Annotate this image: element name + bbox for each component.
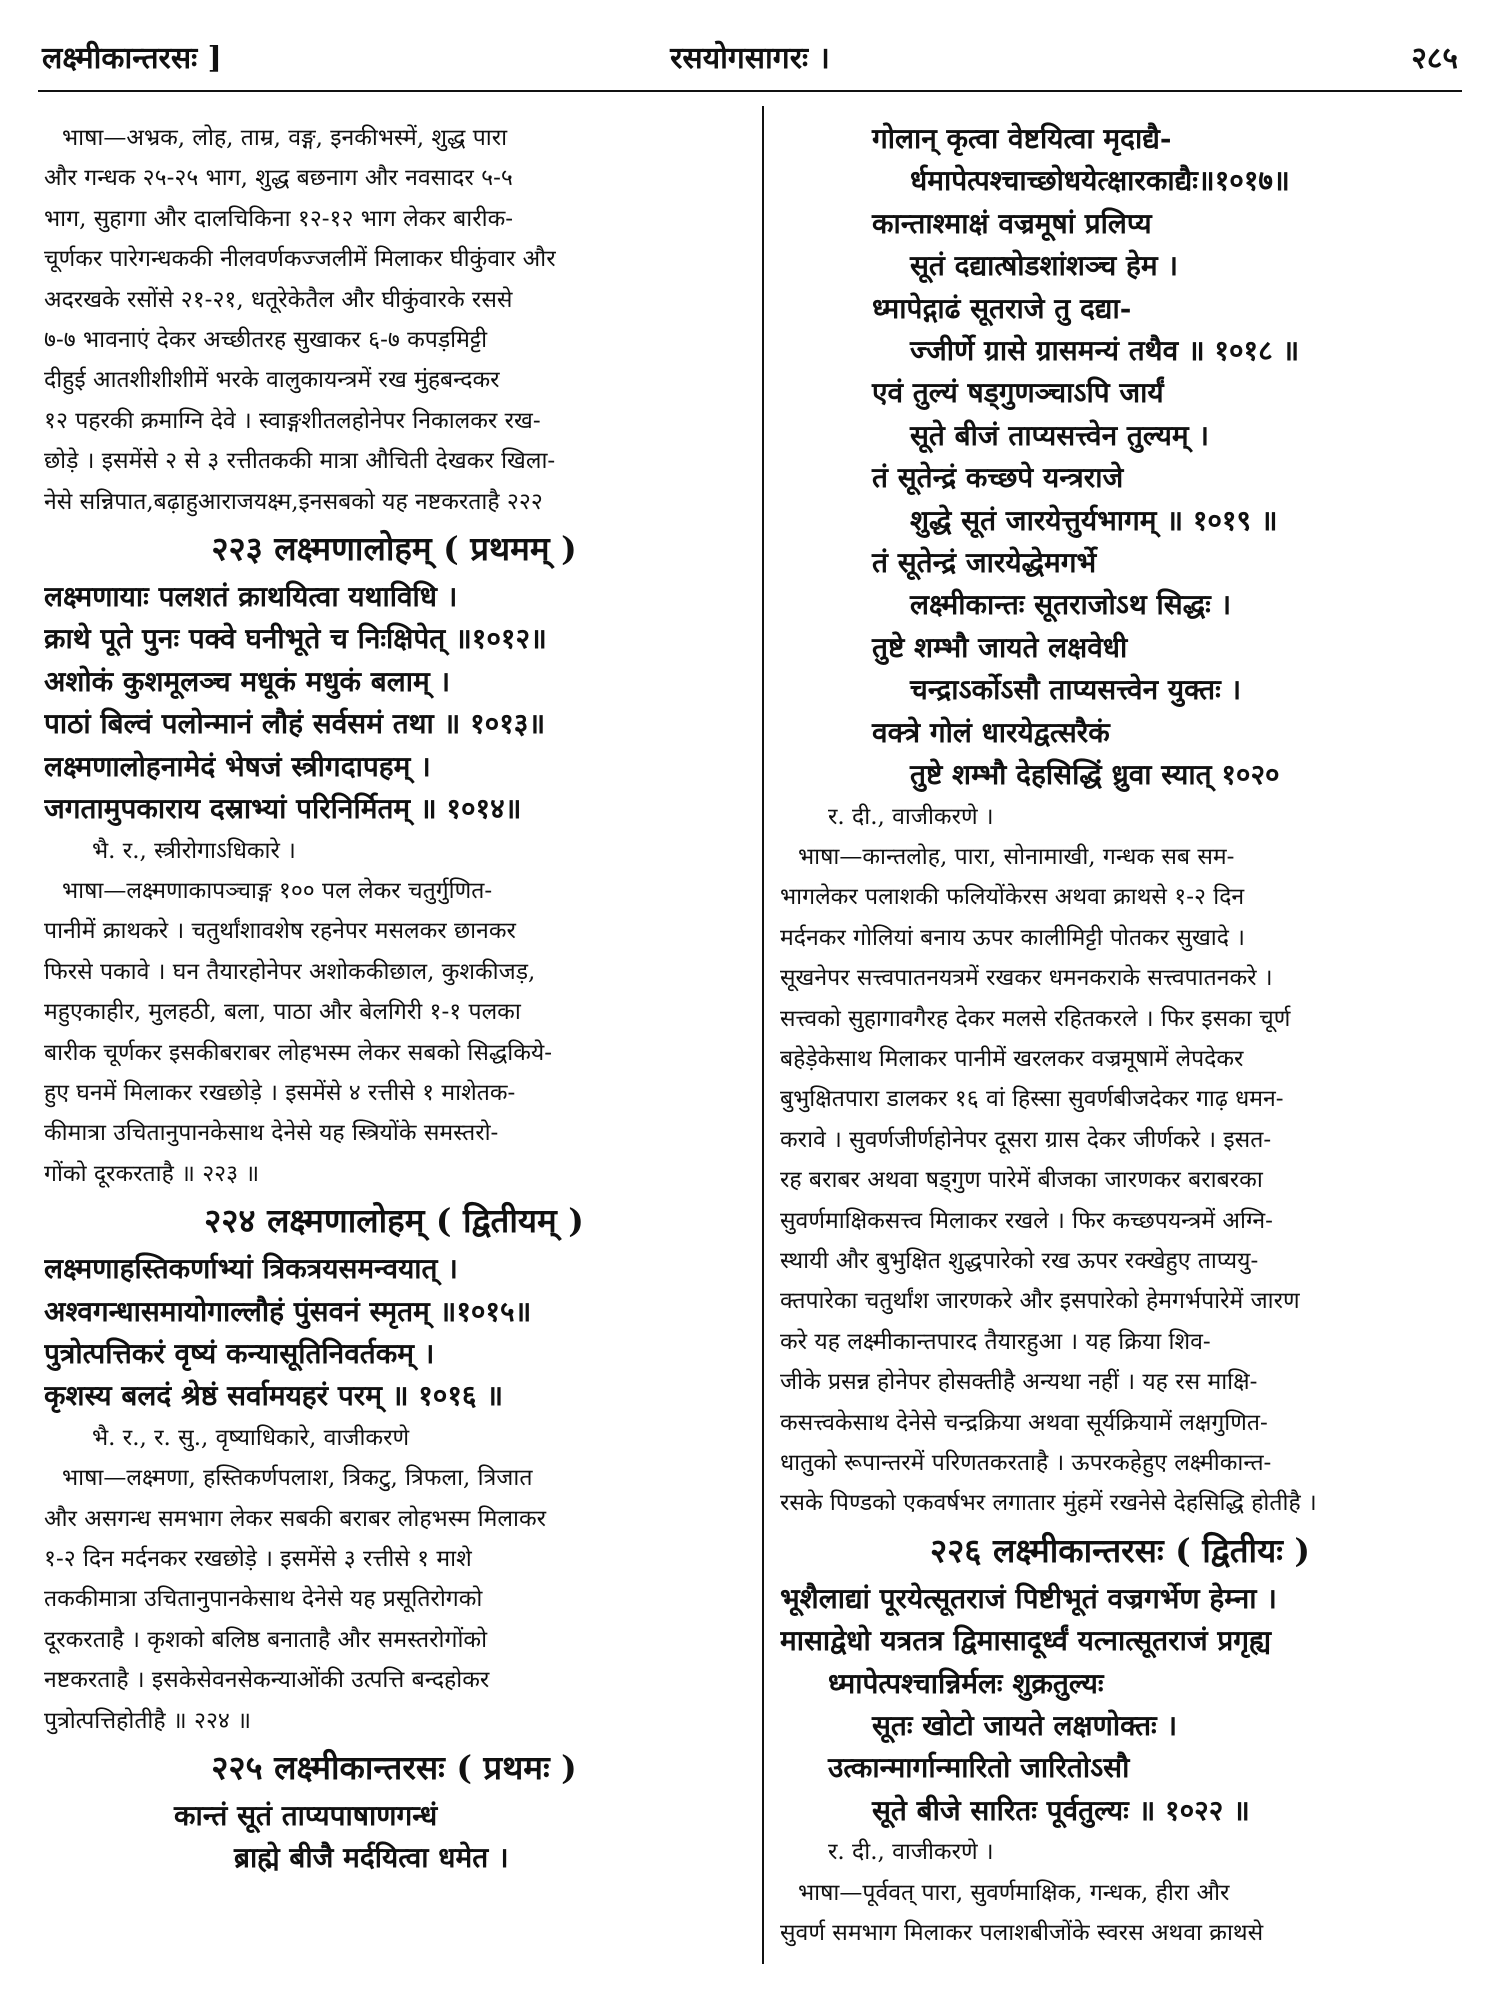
section-heading-224: २२४ लक्ष्मणालोहम् ( द्वितीयम् ) [204,1201,584,1241]
commentary-line: चूर्णकर पारेगन्धककी नीलवर्णकज्जलीमें मिलाकर घीकुंवार और [44,246,556,273]
commentary-line: भाग, सुहागा और दालचिकिना १२-१२ भाग लेकर बारीक- [44,205,514,232]
page-number: २८५ [1411,41,1458,76]
verse-line: सूतं दद्यात्षोडशांशञ्च हेम । [910,249,1179,283]
commentary-line: अदरखके रसोंसे २१-२१, धतूरेकेतैल और घीकुंवारके रससे [44,286,513,313]
commentary-line: ७-७ भावनाएं देकर अच्छीतरह सुखाकर ६-७ कपड़मिट्टी [44,327,488,354]
verse-line: र्धमापेत्पश्चाच्छोधयेत्क्षारकाद्यैः॥१०१७॥ [910,164,1290,198]
verse-line: ध्मापेत्पश्चान्निर्मलः शुक्रतुल्यः [828,1666,1104,1700]
verse-line: ज्जीर्णे ग्रासे ग्रासमन्यं तथैव ॥ १०१८ ॥ [910,334,1300,368]
verse-line: चन्द्राऽर्कोऽसौ ताप्यसत्त्वेन युक्तः । [910,673,1242,707]
commentary-line: कसत्त्वकेसाथ देनेसे चन्द्रक्रिया अथवा सूर्यक्रियामें लक्षगुणित- [780,1409,1268,1436]
verse-line: ध्मापेद्गाढं सूतराजे तु दद्या- [872,291,1132,325]
commentary-line: १-२ दिन मर्दनकर रखछोड़े । इसमेंसे ३ रत्तीसे १ माशे [44,1546,472,1572]
commentary-line: और गन्धक २५-२५ भाग, शुद्ध बछनाग और नवसादर ५-५ [44,165,513,192]
commentary-line: सत्त्वको सुहागावगैरह देकर मलसे रहितकरले । फिर इसका चूर्ण [780,1005,1291,1032]
commentary-line: क्तपारेका चतुर्थांश जारणकरे और इसपारेको हेमगर्भपारेमें जारण [780,1288,1300,1315]
verse-line: तं सूतेन्द्रं कच्छपे यन्त्रराजे [872,461,1124,495]
verse-line: जगतामुपकाराय दस्राभ्यां परिनिर्मितम् ॥ १०१४॥ [44,792,522,826]
verse-line: गोलान् कृत्वा वेष्टयित्वा मृदाद्यै- [872,122,1172,155]
commentary-line: करावे । सुवर्णजीर्णहोनेपर दूसरा ग्रास देकर जीर्णकरे । इसत- [780,1126,1272,1153]
commentary-line: मर्दनकर गोलियां बनाय ऊपर कालीमिट्टी पोतकर सुखादे । [780,924,1245,951]
commentary-line: बुभुक्षितपारा डालकर १६ वां हिस्सा सुवर्णबीजदेकर गाढ़ धमन- [780,1086,1284,1113]
page-header [42,36,1458,82]
commentary-line: दूरकरताहै । कृशको बलिष्ठ बनाताहै और समस्तरोगोंको [44,1626,488,1653]
header-rule [38,90,1462,92]
commentary-line: भाषा—लक्ष्मणा, हस्तिकर्णपलाश, त्रिकटु, त्रिफला, त्रिजात [62,1465,533,1492]
commentary-line: दीहुई आतशीशीशीमें भरके वालुकायन्त्रमें रख मुंहबन्दकर [44,367,500,394]
commentary-line: भाषा—कान्तलोह, पारा, सोनामाखी, गन्धक सब सम- [798,843,1235,870]
verse-line: अश्वगन्धासमायोगाल्लौहं पुंसवनं स्मृतम् ॥१०१५॥ [44,1294,532,1328]
verse-line: लक्ष्मणाहस्तिकर्णाभ्यां त्रिकत्रयसमन्वयात् । [44,1252,458,1286]
section-heading-226: २२६ लक्ष्मीकान्तरसः ( द्वितीयः ) [929,1530,1311,1570]
verse-line: कान्तं सूतं ताप्यपाषाणगन्धं [174,1799,438,1833]
commentary-line: सुवर्ण समभाग मिलाकर पलाशबीजोंके स्वरस अथवा क्राथसे [780,1920,1264,1947]
commentary-line: कीमात्रा उचितानुपानकेसाथ देनेसे यह स्त्रियोंके समस्तरो- [44,1120,499,1147]
verse-line: भूशैलाद्यां पूरयेत्सूतराजं पिष्टीभूतं वज्रगर्भेण हेम्ना । [780,1581,1277,1615]
source-reference: र. दी., वाजीकरणे । [828,1839,994,1866]
commentary-line: नष्टकरताहै । इसकेसेवनसेकन्याओंकी उत्पत्ति बन्दहोकर [44,1667,490,1694]
verse-line: वक्त्रे गोलं धारयेद्वत्सरैकं [872,715,1110,749]
commentary-line: बारीक चूर्णकर इसकीबराबर लोहभस्म लेकर सबको सिद्धकिये- [44,1039,553,1066]
commentary-line: तककीमात्रा उचितानुपानकेसाथ देनेसे यह प्रसूतिरोगको [44,1586,483,1613]
running-head-center: रसयोगसागरः । [670,41,830,76]
commentary-line: हुए घनमें मिलाकर रखछोड़े । इसमेंसे ४ रत्तीसे १ माशेतक- [44,1079,516,1106]
commentary-line: महुएकाहीर, मुलहठी, बला, पाठा और बेलगिरी १-१ पलका [44,999,521,1026]
verse-line: अशोकं कुशमूलञ्च मधूकं मधुकं बलाम् । [44,664,451,698]
section-heading-225: २२५ लक्ष्मीकान्तरसः ( प्रथमः ) [211,1748,577,1788]
commentary-line: करे यह लक्ष्मीकान्तपारद तैयारहुआ । यह क्रिया शिव- [780,1328,1211,1355]
verse-line: उत्कान्मार्गान्मारितो जारितोऽसौ [828,1751,1130,1785]
commentary-line: स्थायी और बुभुक्षित शुद्धपारेको रख ऊपर रक्खेहुए ताप्ययु- [780,1247,1259,1274]
commentary-line: नेसे सन्निपात,बढ़ाहुआराजयक्ष्म,इनसबको यह नष्टकरताहै २२२ [44,488,543,515]
commentary-line: जीके प्रसन्न होनेपर होसक्तीहै अन्यथा नहीं । यह रस माक्षि- [780,1369,1258,1396]
verse-line: मासाद्वेधो यत्रतत्र द्विमासादूर्ध्वं यत्नात्सूतराजं प्रगृह्य [780,1624,1272,1658]
commentary-line: भाषा—पूर्ववत् पारा, सुवर्णमाक्षिक, गन्धक, हीरा और [798,1879,1230,1906]
verse-line: लक्ष्मणालोहनामेदं भेषजं स्त्रीगदापहम् । [44,749,431,783]
commentary-line: भाषा—अभ्रक, लोह, ताम्र, वङ्ग, इनकीभस्में, शुद्ध पारा [62,125,508,151]
section-heading-223: २२३ लक्ष्मणालोहम् ( प्रथमम् ) [211,529,577,569]
verse-line: सूतः खोटो जायते लक्षणोक्तः । [872,1709,1178,1743]
left-column [44,118,744,1880]
commentary-line: पानीमें क्राथकरे । चतुर्थांशावशेष रहनेपर मसलकर छानकर [44,918,516,945]
running-head-left: लक्ष्मीकान्तरसः ] [42,41,222,76]
verse-line: क्राथे पूते पुनः पक्वे घनीभूते च निःक्षिपेत् ॥१०१२॥ [44,622,547,656]
verse-line: ब्राह्मे बीजै मर्दयित्वा धमेत । [234,1841,509,1875]
verse-line: सूते बीजे सारितः पूर्वतुल्यः ॥ १०२२ ॥ [872,1793,1250,1827]
verse-line: एवं तुल्यं षड्गुणञ्चाऽपि जार्यं [872,376,1164,410]
source-reference: भै. र., र. सु., वृष्याधिकारे, वाजीकरणे [92,1424,410,1451]
column-divider [762,106,764,1964]
verse-line: तुष्टे शम्भौ जायते लक्षवेधी [872,630,1128,664]
commentary-line: १२ पहरकी क्रमाग्नि देवे । स्वाङ्गशीतलहोनेपर निकालकर रख- [44,407,541,434]
commentary-line: धातुको रूपान्तरमें परिणतकरताहै । ऊपरकहेहुए लक्ष्मीकान्त- [780,1450,1272,1476]
commentary-line: फिरसे पकावे । घन तैयारहोनेपर अशोककीछाल, कुशकीजड़, [44,958,536,985]
verse-line: लक्ष्मीकान्तः सूतराजोऽथ सिद्धः । [910,588,1232,622]
verse-line: तं सूतेन्द्रं जारयेद्धेमगर्भे [872,546,1097,580]
commentary-line: रसके पिण्डको एकवर्षभर लगातार मुंहमें रखनेसे देहसिद्धि होतीहै । [780,1490,1317,1517]
source-reference: भै. र., स्त्रीरोगाऽधिकारे । [92,837,296,864]
source-reference: र. दी., वाजीकरणे । [828,803,994,830]
commentary-line: और असगन्ध समभाग लेकर सबकी बराबर लोहभस्म मिलाकर [44,1505,547,1532]
verse-line: तुष्टे शम्भौ देहसिद्धिं ध्रुवा स्यात् १०२० [910,758,1280,792]
verse-line: लक्ष्मणायाः पलशतं क्राथयित्वा यथाविधि । [44,580,458,614]
commentary-line: सूखनेपर सत्त्वपातनयत्रमें रखकर धमनकराके सत्त्वपातनकरे । [780,965,1273,992]
commentary-line: पुत्रोत्पत्तिहोतीहै ॥ २२४ ॥ [44,1707,251,1734]
verse-line: शुद्धे सूतं जारयेत्तुर्यभागम् ॥ १०१९ ॥ [910,503,1278,537]
verse-line: कृशस्य बलदं श्रेष्ठं सर्वामयहरं परम् ॥ १०१६ ॥ [44,1379,504,1413]
commentary-line: भाषा—लक्ष्मणाकापञ्चाङ्ग १०० पल लेकर चतुर्गुणित- [62,877,493,904]
commentary-line: छोड़े । इसमेंसे २ से ३ रत्तीतककी मात्रा औचिती देखकर खिला- [44,448,556,475]
commentary-line: रह बराबर अथवा षड्गुण पारेमें बीजका जारणकर बराबरका [780,1167,1263,1194]
verse-line: कान्ताश्माक्षं वज्रमूषां प्रलिप्य [872,206,1152,240]
commentary-line: गोंको दूरकरताहै ॥ २२३ ॥ [44,1160,260,1187]
verse-line: पाठां बिल्वं पलोन्मानं लौहं सर्वसमं तथा ॥ १०१३॥ [44,707,546,741]
right-column [780,118,1460,1953]
commentary-line: सुवर्णमाक्षिकसत्त्व मिलाकर रखले । फिर कच्छपयन्त्रमें अग्नि- [780,1207,1273,1234]
commentary-line: भागलेकर पलाशकी फलियोंकेरस अथवा क्राथसे १-२ दिन [780,884,1245,911]
commentary-line: बहेड़ेकेसाथ मिलाकर पानीमें खरलकर वज्रमूषामें लेपदेकर [780,1045,1244,1072]
verse-line: पुत्रोत्पत्तिकरं वृष्यं कन्यासूतिनिवर्तकम् । [44,1336,435,1370]
verse-line: सूते बीजं ताप्यसत्त्वेन तुल्यम् । [910,418,1209,452]
